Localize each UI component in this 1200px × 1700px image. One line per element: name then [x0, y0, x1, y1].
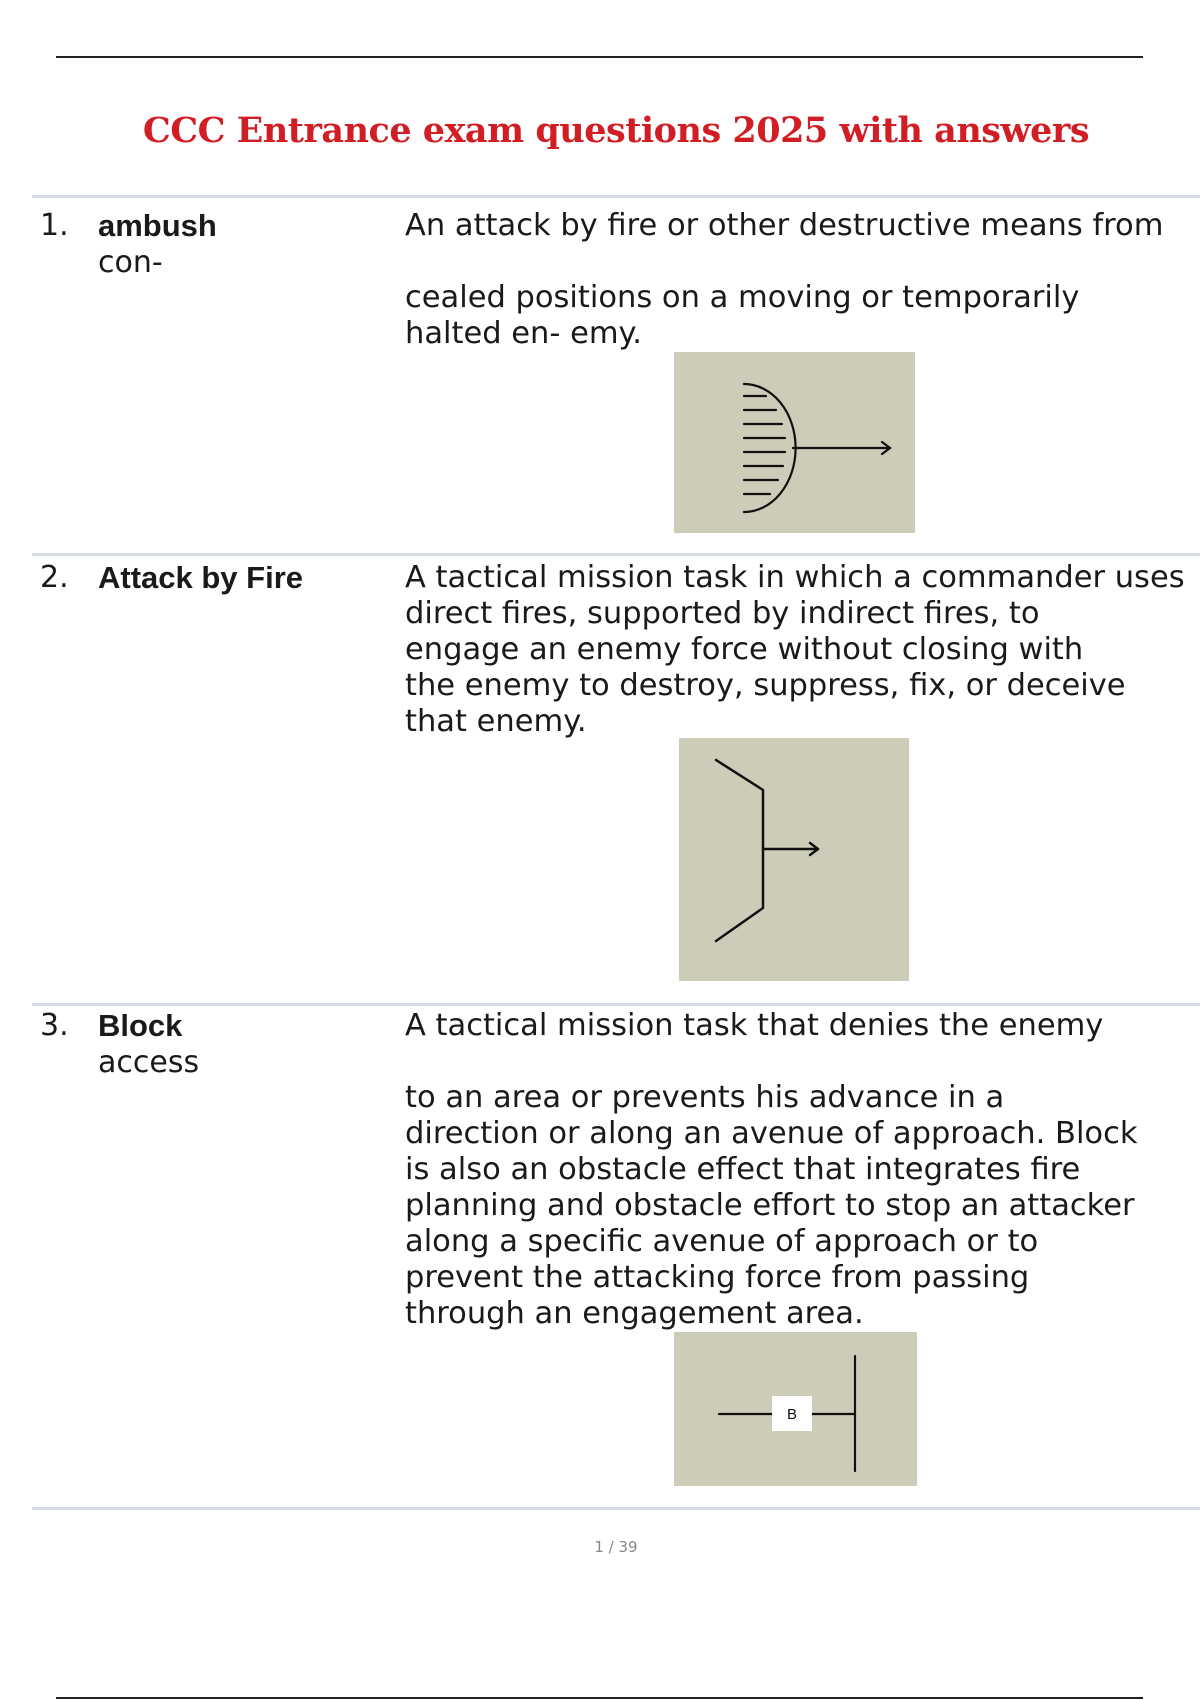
definition-line: planning and obstacle effort to stop an attacker [405, 1188, 1135, 1223]
definition-line: along a specific avenue of approach or to [405, 1224, 1039, 1259]
definition-line: A tactical mission task in which a commander uses [405, 560, 1185, 595]
attack-by-fire-symbol-icon [679, 738, 909, 981]
definition-line: direction or along an avenue of approach. Block [405, 1116, 1138, 1151]
block-symbol-icon [674, 1332, 917, 1486]
page-indicator: 1 / 39 [594, 1538, 638, 1556]
row-divider [32, 553, 1200, 556]
row-divider [32, 195, 1200, 198]
row-divider [32, 1507, 1200, 1510]
definition-line: direct fires, supported by indirect fires, to [405, 596, 1040, 631]
definition-line: is also an obstacle effect that integrates fire [405, 1152, 1081, 1187]
item-number: 3. [40, 1008, 69, 1043]
definition-line: An attack by fire or other destructive means from [405, 208, 1164, 243]
term-name: Block [98, 1008, 183, 1043]
definition [405, 1080, 1200, 1332]
page-title: CCC Entrance exam questions 2025 with answers [142, 110, 1090, 151]
definition [405, 280, 1200, 352]
term [98, 208, 217, 281]
term [98, 1008, 199, 1081]
definition-line: halted en- emy. [405, 316, 642, 351]
block-symbol-label: B [786, 1406, 798, 1423]
term-continuation: access [98, 1045, 200, 1080]
definition-line: the enemy to destroy, suppress, fix, or deceive [405, 668, 1126, 703]
definition-line: prevent the attacking force from passing [405, 1260, 1030, 1295]
definition-line: engage an enemy force without closing with [405, 632, 1084, 667]
term-continuation: con- [98, 245, 163, 280]
definition-line: that enemy. [405, 704, 587, 739]
definition-line: cealed positions on a moving or temporarily [405, 280, 1080, 315]
definition [405, 208, 1200, 244]
definition-line: to an area or prevents his advance in a [405, 1080, 1005, 1115]
definition [405, 1008, 1200, 1044]
top-rule [56, 56, 1143, 58]
definition-line: through an engagement area. [405, 1296, 864, 1331]
definition [405, 560, 1200, 740]
term [98, 560, 303, 597]
term-name: ambush [98, 208, 217, 243]
item-number: 1. [40, 208, 69, 243]
row-divider [32, 1003, 1200, 1006]
ambush-symbol-icon [674, 352, 915, 533]
term-name: Attack by Fire [98, 560, 304, 595]
item-number: 2. [40, 560, 69, 595]
definition-line: A tactical mission task that denies the enemy [405, 1008, 1104, 1043]
bottom-rule [56, 1697, 1143, 1699]
